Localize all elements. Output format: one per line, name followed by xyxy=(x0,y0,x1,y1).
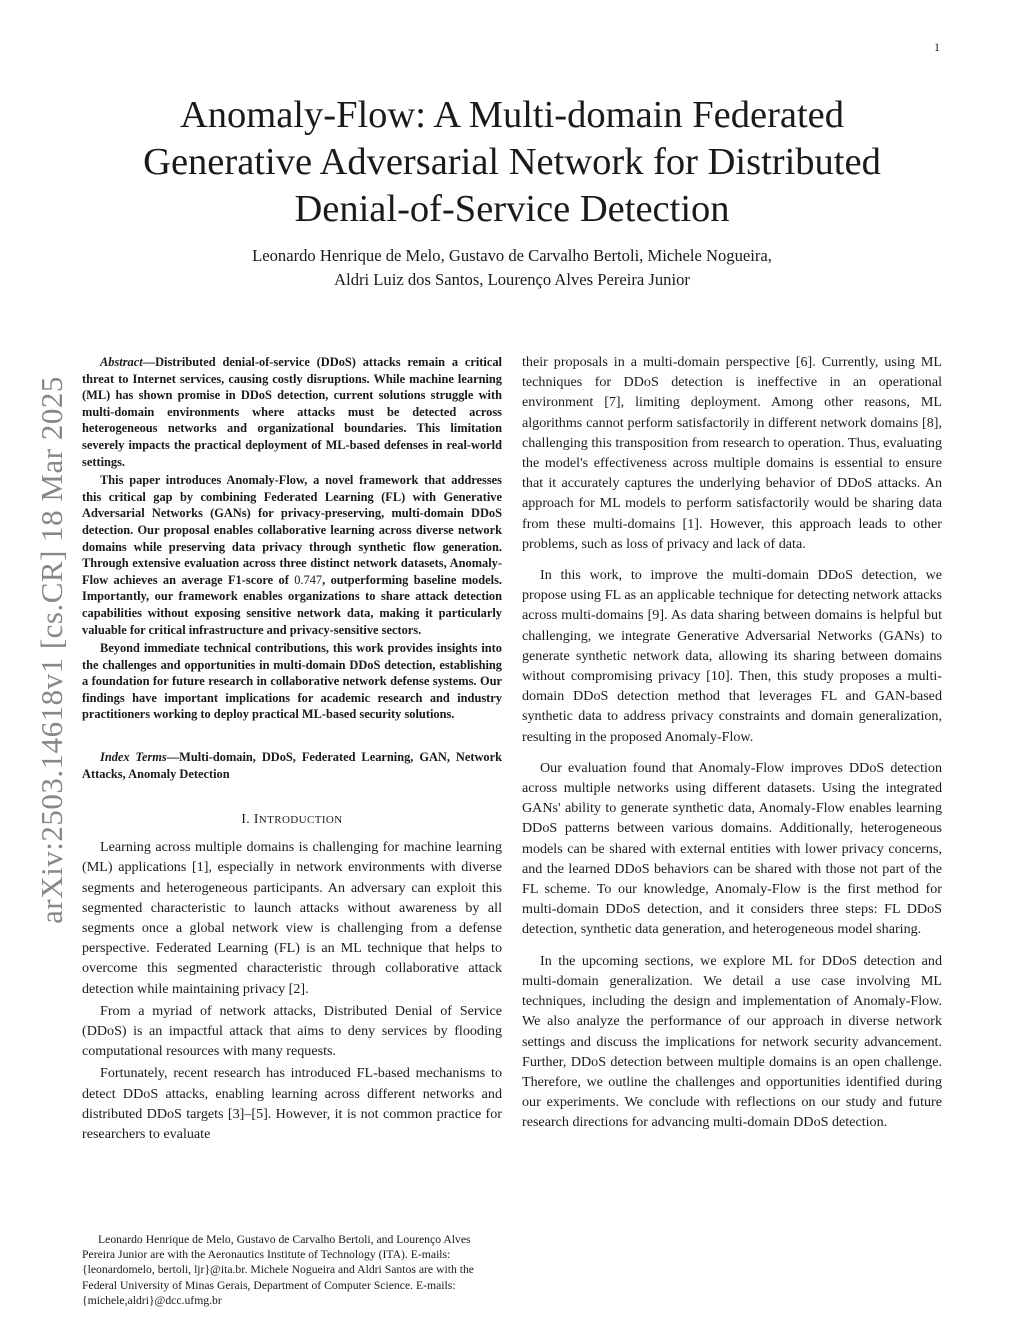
body-paragraph: Learning across multiple domains is challenging for machine learning (ML) applications [1], especially in network environments with diverse segments and heterogeneous participants. An adversary can exploit this segmented characteristic to launch attacks without awareness by all segments once a global network view is challenging from a defense perspective. Federated Learning (FL) is an ML technique that helps to overcome this segmented characteristic through collaborative attack detection while maintaining privacy [2]. xyxy=(82,839,502,997)
body-paragraph: their proposals in a multi-domain perspective [6]. Currently, using ML techniques for DDoS detection is ineffective in an operational environment [7], limiting deployment. Among other reasons, ML algorithms cannot perform satisfactorily in different network domains [8], challenging this transposition from research to operation. Thus, evaluating the model's effectiveness across multiple domains is essential to ensure that it accurately captures the underlying behavior of DDoS attacks. An approach for ML models to perform satisfactorily would be sharing data from these multi-domains [1]. However, this approach leads to other problems, such as loss of privacy and lack of data. xyxy=(522,354,942,552)
body-paragraph: In the upcoming sections, we explore ML for DDoS detection and multi-domain generalization. We detail a use case involving ML techniques, including the design and implementation of Anomaly-Flow. We also analyze the performance of our approach in diverse network settings and discuss the implications for network security advancement. Further, DDoS detection between multiple domains is an open challenge. Therefore, we outline the challenges and opportunities identified during our experiments. We conclude with reflections on our study and future research directions for advancing multi-domain DDoS detection. xyxy=(522,952,942,1131)
body-paragraph: Our evaluation found that Anomaly-Flow improves DDoS detection across multiple networks using different datasets. Using the integrated GANs' ability to generate synthetic data, Anomaly-Flow enables learning DDoS patterns between various domains. Additionally, heterogeneous models can be shared with external entities with lower privacy concerns, and the learned DDoS behaviors can be shared with those not part of the FL scheme. To our knowledge, Anomaly-Flow is the first method for multi-domain DDoS detection, and it considers three steps: FL DDoS detection, synthetic data generation, and heterogeneous model sharing. xyxy=(522,759,942,938)
section-rest: NTRODUCTION xyxy=(258,814,343,827)
abstract-text: , outperforming baseline models. Importantly, our framework enables organizations to share attack detection capabilities without exposing sensitive network data, making it particularly valuable for critical infrastructure and privacy-sensitive sectors. xyxy=(82,572,503,637)
f1-score-value: 0.747 xyxy=(294,572,323,587)
index-terms xyxy=(82,749,502,782)
abstract xyxy=(82,354,502,723)
section-numeral: I. xyxy=(241,811,254,827)
page-number: 1 xyxy=(934,40,940,54)
abstract-paragraph xyxy=(82,354,502,470)
body-paragraph: In this work, to improve the multi-domain DDoS detection, we propose using FL as an applicable technique for detecting network attacks across multi-domains [9]. As data sharing between domains is helpful but challenging, we integrate Generative Adversarial Networks (GANs) to generate synthetic network data, allowing its sharing between domains without compromising privacy [10]. Then, this study proposes a multi-domain DDoS detection method that leverages FL and GAN-based synthetic data to address privacy constraints and domain generalization, resulting in the proposed Anomaly-Flow. xyxy=(522,567,942,745)
abstract-text: —Distributed denial-of-service (DDoS) attacks remain a critical threat to Internet services, causing costly disruptions. While machine learning (ML) has shown promise in DDoS detection, current solutions struggle with multi-domain environments where attacks must be detected across heterogeneous networks and organizational boundaries. This limitation severely impacts the practical deployment of ML-based defenses in real-world settings. xyxy=(82,355,502,469)
body-paragraph: From a myriad of network attacks, Distributed Denial of Service (DDoS) is an impactful attack that aims to deny services by flooding computational resources with many requests. xyxy=(82,1002,502,1060)
arxiv-stamp: arXiv:2503.14618v1 [cs.CR] 18 Mar 2025 xyxy=(34,376,69,924)
paper-title: Anomaly-Flow: A Multi-domain Federated Generative Adversarial Network for Distributed Denial-of-Service Detection xyxy=(143,94,881,230)
abstract-text: This paper introduces Anomaly-Flow, a novel framework that addresses this critical gap by combining Federated Learning (FL) with Generative Adversarial Networks (GANs) for privacy-preserving, multi-domain DDoS detection. Our proposal enables collaborative learning across diverse network domains while preserving data privacy through synthetic flow generation. Through extensive evaluation across three distinct network datasets, Anomaly-Flow achieves an average F1-score of xyxy=(82,473,502,587)
body-paragraph: Fortunately, recent research has introduced FL-based mechanisms to detect DDoS attacks, enabling learning across different networks and distributed DDoS targets [3]–[5]. However, it is not common practice for researchers to evaluate xyxy=(82,1065,502,1143)
right-body xyxy=(522,352,942,1133)
section-heading xyxy=(82,811,502,827)
section-initial: I xyxy=(253,811,259,827)
abstract-paragraph xyxy=(82,472,502,638)
index-terms-label: Index Terms xyxy=(100,750,167,765)
right-column xyxy=(522,352,942,1144)
footnote: Leonardo Henrique de Melo, Gustavo de Carvalho Bertoli, and Lourenço Alves Pereira Junior are with the Aeronautics Institute of Technology (ITA). E-mails: {leonardomelo, bertoli, ljr}@ita.br. Michele Nogueira and Aldri Santos are with the Federal University of Minas Gerais, Department of Computer Science. E-mails: {michele,aldri}@dcc.ufmg.br xyxy=(82,1233,474,1307)
left-column xyxy=(82,354,502,1146)
author-line: Aldri Luiz dos Santos, Lourenço Alves Pereira Junior xyxy=(334,270,690,289)
author-list xyxy=(150,244,874,292)
abstract-paragraph: Beyond immediate technical contributions, this work provides insights into the challenges and opportunities in multi-domain DDoS detection, establishing a foundation for future research in collaborative network defense systems. Our findings have important implications for academic research and industry practitioners working to deploy practical ML-based security solutions. xyxy=(82,641,502,722)
index-terms-text: —Multi-domain, DDoS, Federated Learning, GAN, Network Attacks, Anomaly Detection xyxy=(82,750,502,781)
author-line: Leonardo Henrique de Melo, Gustavo de Carvalho Bertoli, Michele Nogueira, xyxy=(252,246,772,265)
abstract-label: Abstract xyxy=(100,355,143,369)
left-body xyxy=(82,837,502,1144)
